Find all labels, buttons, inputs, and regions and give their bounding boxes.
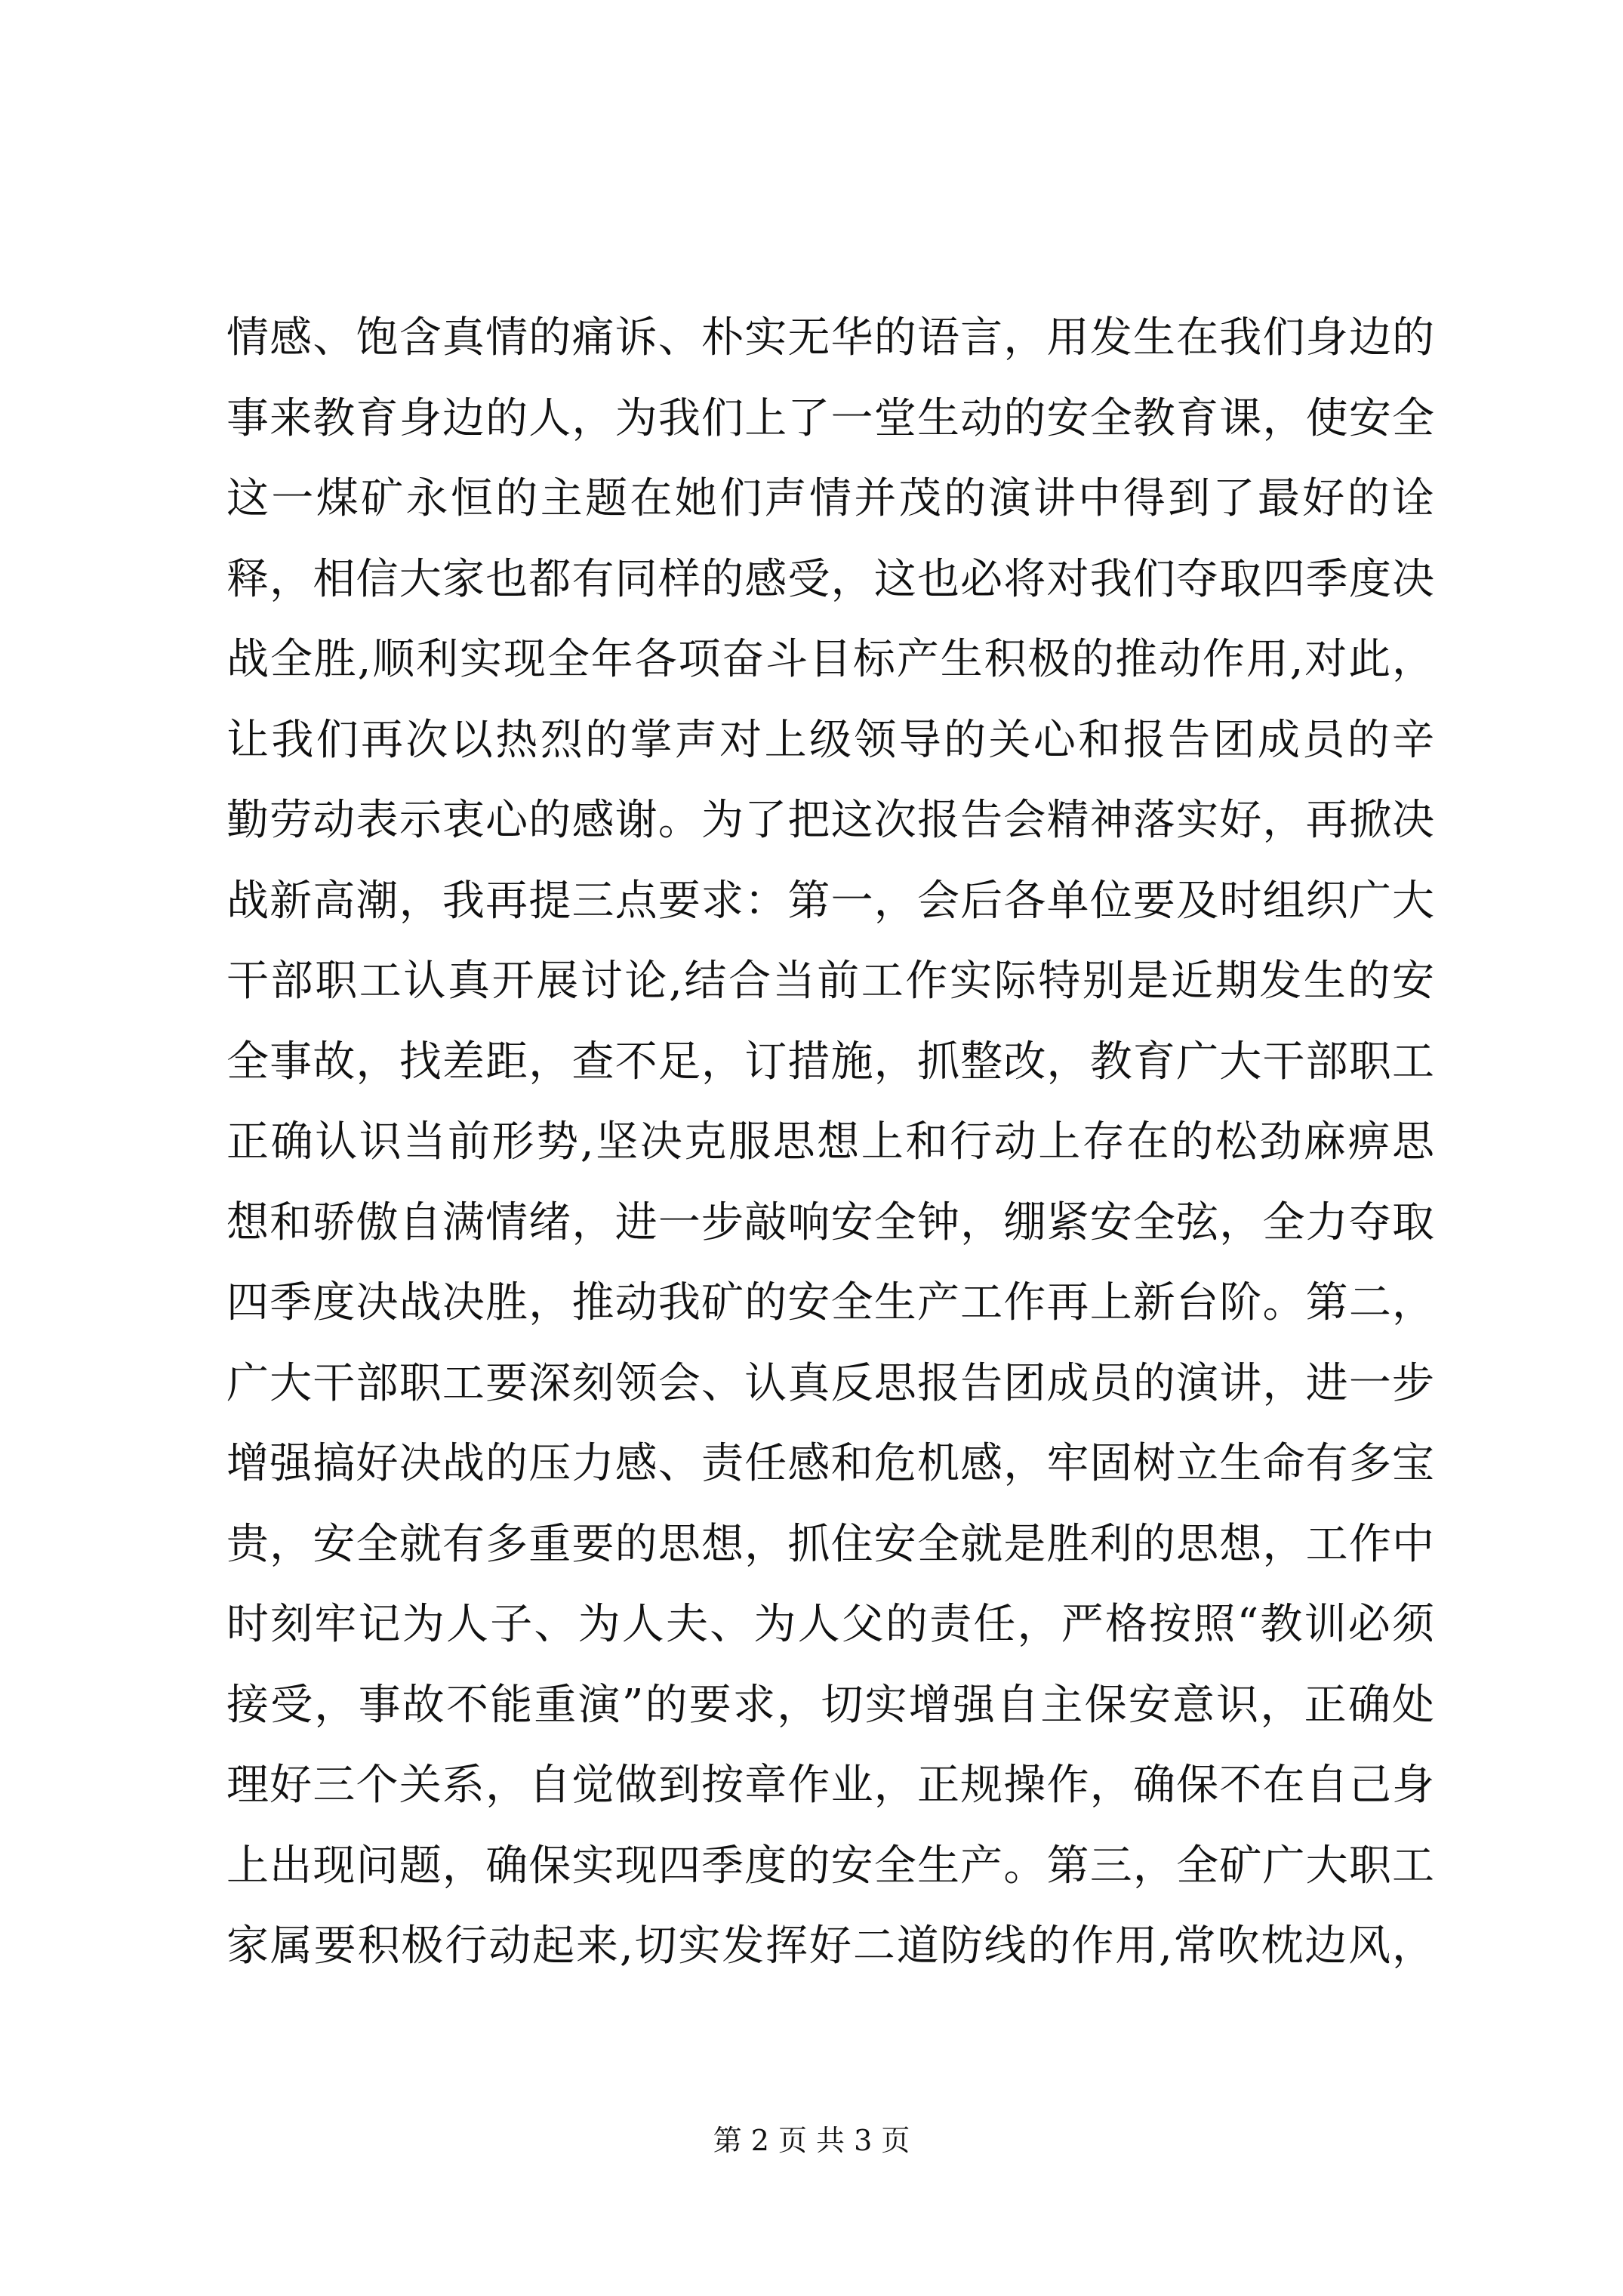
text-line: 全事故，找差距，查不足，订措施，抓整改，教育广大干部职工	[226, 1037, 1434, 1086]
text-line: 理好三个关系，自觉做到按章作业，正规操作，确保不在自己身	[226, 1761, 1434, 1810]
text-line: 勤劳动表示衷心的感谢。为了把这次报告会精神落实好，再掀决	[226, 796, 1434, 845]
text-line: 让我们再次以热烈的掌声对上级领导的关心和报告团成员的辛	[226, 715, 1434, 765]
text-line: 战全胜,顺利实现全年各项奋斗目标产生积极的推动作用,对此，	[226, 635, 1434, 684]
body-text	[226, 298, 1434, 1987]
text-line: 接受，事故不能重演”的要求，切实增强自主保安意识，正确处	[226, 1680, 1434, 1730]
text-line: 时刻牢记为人子、为人夫、为人父的责任，严格按照“教训必须	[226, 1600, 1434, 1649]
text-line: 情感、饱含真情的痛诉、朴实无华的语言，用发生在我们身边的	[226, 313, 1434, 362]
page-number-label: 第 2 页 共 3 页	[713, 2124, 910, 2157]
text-line: 这一煤矿永恒的主题在她们声情并茂的演讲中得到了最好的诠	[226, 474, 1434, 523]
text-line: 释，相信大家也都有同样的感受，这也必将对我们夺取四季度决	[226, 554, 1434, 604]
text-line: 增强搞好决战的压力感、责任感和危机感，牢固树立生命有多宝	[226, 1439, 1434, 1488]
text-line: 战新高潮，我再提三点要求：第一，会后各单位要及时组织广大	[226, 876, 1434, 926]
text-line: 事来教育身边的人，为我们上了一堂生动的安全教育课，使安全	[226, 393, 1434, 443]
text-line: 上出现问题，确保实现四季度的安全生产。第三，全矿广大职工	[226, 1841, 1434, 1891]
text-line: 广大干部职工要深刻领会、认真反思报告团成员的演讲，进一步	[226, 1358, 1434, 1408]
page-footer	[0, 2122, 1623, 2159]
text-line: 干部职工认真开展讨论,结合当前工作实际特别是近期发生的安	[226, 957, 1434, 1006]
text-line: 正确认识当前形势,坚决克服思想上和行动上存在的松劲麻痹思	[226, 1117, 1434, 1166]
text-line: 想和骄傲自满情绪，进一步敲响安全钟，绷紧安全弦，全力夺取	[226, 1197, 1434, 1247]
text-line: 家属要积极行动起来,切实发挥好二道防线的作用,常吹枕边风，	[226, 1922, 1434, 1971]
text-line: 贵，安全就有多重要的思想，抓住安全就是胜利的思想，工作中	[226, 1519, 1434, 1569]
text-line: 四季度决战决胜，推动我矿的安全生产工作再上新台阶。第二，	[226, 1278, 1434, 1327]
